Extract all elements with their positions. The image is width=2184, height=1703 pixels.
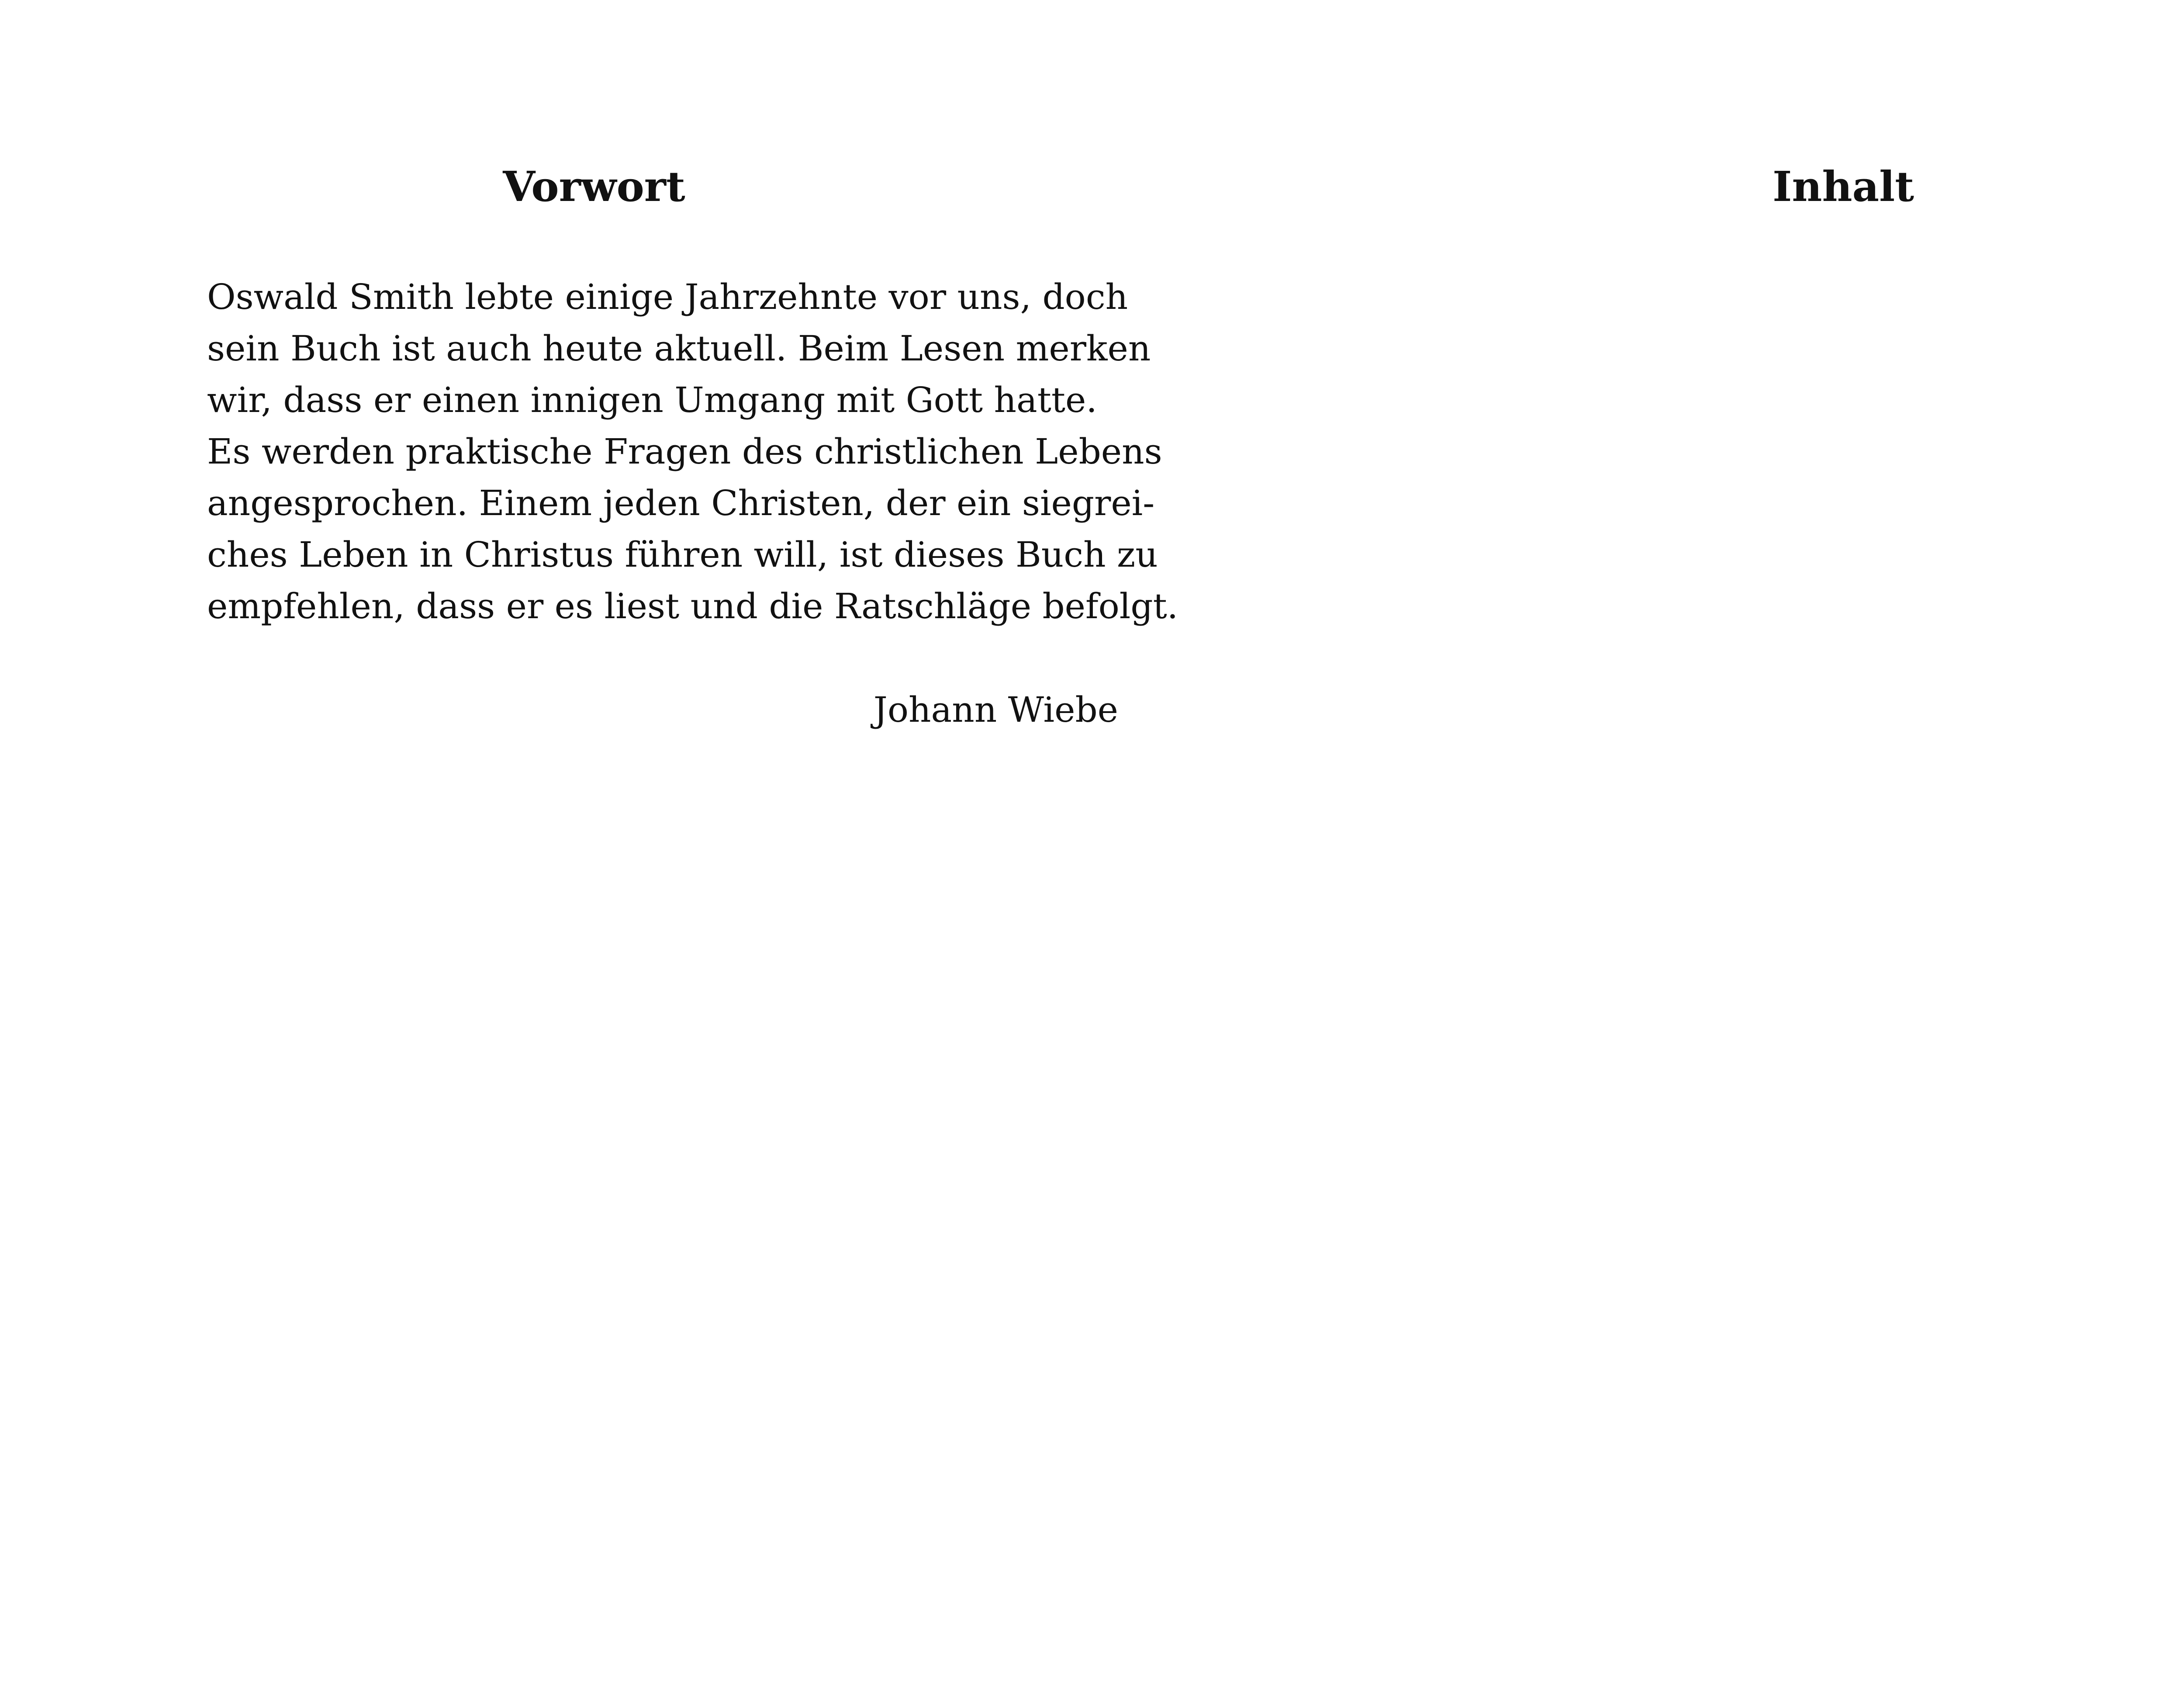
preface-line: empfehlen, dass er es liest und die Ratschläge befolgt.: [207, 586, 1178, 627]
preface-signature: Johann Wiebe: [873, 689, 1118, 730]
preface-heading: Vorwort: [503, 163, 685, 211]
preface-line: Es werden praktische Fragen des christlichen Lebens: [207, 431, 1162, 472]
preface-line: wir, dass er einen innigen Umgang mit Gott hatte.: [207, 380, 1097, 420]
preface-line: ches Leben in Christus führen will, ist dieses Buch zu: [207, 534, 1158, 575]
preface-body: [207, 271, 1178, 632]
contents-heading: Inhalt: [1772, 163, 1914, 211]
preface-line: Oswald Smith lebte einige Jahrzehnte vor uns, doch: [207, 277, 1128, 317]
preface-line: sein Buch ist auch heute aktuell. Beim Lesen merken: [207, 328, 1151, 369]
right-page: [1238, 0, 2184, 1703]
preface-line: angesprochen. Einem jeden Christen, der ein siegrei-: [207, 483, 1155, 523]
